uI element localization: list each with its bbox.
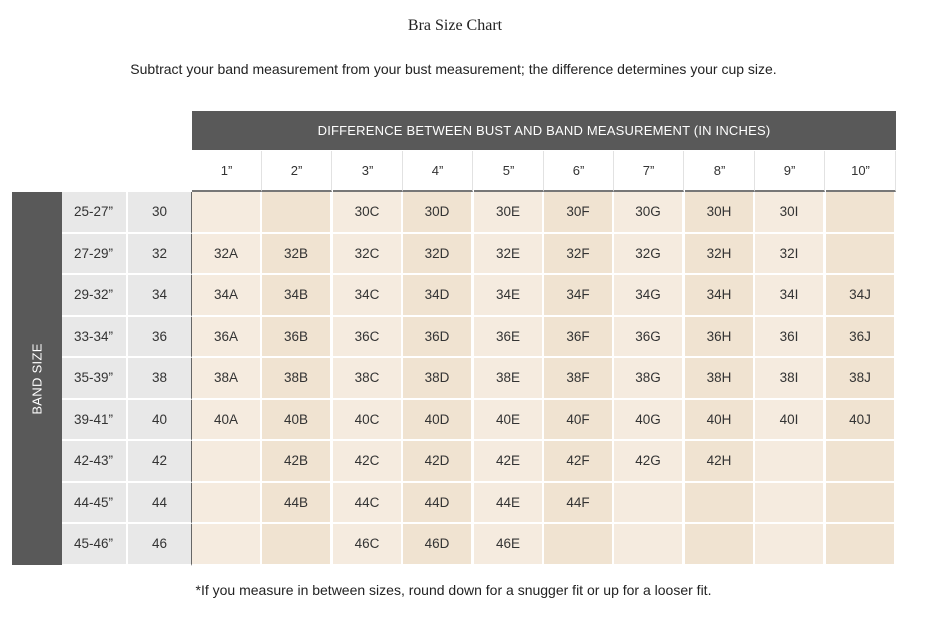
band-measurement-range: 27-29” bbox=[62, 234, 126, 276]
size-cell: 30D bbox=[403, 192, 473, 234]
size-cell: 36G bbox=[614, 317, 684, 359]
size-cell: 32E bbox=[474, 234, 544, 276]
size-cell: 40F bbox=[544, 400, 614, 442]
size-cell: 40D bbox=[403, 400, 473, 442]
size-cell: 38J bbox=[826, 358, 896, 400]
size-cell bbox=[544, 524, 614, 566]
size-cell: 44C bbox=[333, 483, 403, 525]
size-cell bbox=[826, 192, 896, 234]
size-cell: 38I bbox=[755, 358, 825, 400]
size-cell: 32G bbox=[614, 234, 684, 276]
band-size: 38 bbox=[126, 358, 192, 400]
size-cell bbox=[685, 524, 755, 566]
size-cell: 44F bbox=[544, 483, 614, 525]
column-header: 5” bbox=[474, 151, 544, 192]
size-cell: 34A bbox=[192, 275, 262, 317]
size-cell: 32D bbox=[403, 234, 473, 276]
size-cell bbox=[262, 524, 332, 566]
size-cell: 42H bbox=[685, 441, 755, 483]
size-cell: 34H bbox=[685, 275, 755, 317]
size-cell: 40B bbox=[262, 400, 332, 442]
size-cell: 44D bbox=[403, 483, 473, 525]
column-header: 1” bbox=[192, 151, 262, 192]
size-cell: 34F bbox=[544, 275, 614, 317]
size-cell: 32A bbox=[192, 234, 262, 276]
column-header: 4” bbox=[403, 151, 473, 192]
size-cell: 30C bbox=[333, 192, 403, 234]
size-cell: 42F bbox=[544, 441, 614, 483]
size-cell: 32B bbox=[262, 234, 332, 276]
size-cell: 36J bbox=[826, 317, 896, 359]
size-cell: 42B bbox=[262, 441, 332, 483]
size-cell: 34E bbox=[474, 275, 544, 317]
size-cell bbox=[614, 483, 684, 525]
size-cell: 32F bbox=[544, 234, 614, 276]
band-size: 34 bbox=[126, 275, 192, 317]
size-cell: 30G bbox=[614, 192, 684, 234]
size-cell: 36I bbox=[755, 317, 825, 359]
band-size-label: BAND SIZE bbox=[29, 342, 45, 415]
band-measurement-range: 39-41” bbox=[62, 400, 126, 442]
size-cell: 36H bbox=[685, 317, 755, 359]
band-size: 44 bbox=[126, 483, 192, 525]
size-cell bbox=[192, 192, 262, 234]
size-cell: 32I bbox=[755, 234, 825, 276]
size-cell: 40E bbox=[474, 400, 544, 442]
size-cell: 46C bbox=[333, 524, 403, 566]
size-cell bbox=[192, 483, 262, 525]
size-cell: 42C bbox=[333, 441, 403, 483]
size-cell bbox=[755, 524, 825, 566]
size-cell: 32H bbox=[685, 234, 755, 276]
size-cell bbox=[614, 524, 684, 566]
size-cell: 38C bbox=[333, 358, 403, 400]
size-cell bbox=[826, 234, 896, 276]
size-cell bbox=[192, 441, 262, 483]
band-measurement-range: 35-39” bbox=[62, 358, 126, 400]
size-cell: 40H bbox=[685, 400, 755, 442]
column-header: 3” bbox=[333, 151, 403, 192]
size-cell: 34C bbox=[333, 275, 403, 317]
size-cell bbox=[755, 483, 825, 525]
size-cell: 34I bbox=[755, 275, 825, 317]
size-cell: 34D bbox=[403, 275, 473, 317]
size-cell: 40J bbox=[826, 400, 896, 442]
size-cell bbox=[826, 483, 896, 525]
size-cell: 38H bbox=[685, 358, 755, 400]
column-header: 8” bbox=[685, 151, 755, 192]
size-cell: 42G bbox=[614, 441, 684, 483]
band-size: 36 bbox=[126, 317, 192, 359]
size-cell: 30H bbox=[685, 192, 755, 234]
difference-header: DIFFERENCE BETWEEN BUST AND BAND MEASUREMENT (IN INCHES) bbox=[192, 111, 896, 150]
size-cell bbox=[262, 192, 332, 234]
size-cell: 36E bbox=[474, 317, 544, 359]
size-cell: 38D bbox=[403, 358, 473, 400]
size-cell: 32C bbox=[333, 234, 403, 276]
column-header: 9” bbox=[755, 151, 825, 192]
size-cell bbox=[826, 524, 896, 566]
page-title: Bra Size Chart bbox=[407, 17, 503, 34]
band-measurement-range: 33-34” bbox=[62, 317, 126, 359]
size-cell: 44B bbox=[262, 483, 332, 525]
size-cell: 42D bbox=[403, 441, 473, 483]
size-cell: 40G bbox=[614, 400, 684, 442]
size-cell: 36D bbox=[403, 317, 473, 359]
band-size: 42 bbox=[126, 441, 192, 483]
size-cell: 44E bbox=[474, 483, 544, 525]
size-cell: 40I bbox=[755, 400, 825, 442]
column-header: 10” bbox=[826, 151, 896, 192]
size-cell: 36B bbox=[262, 317, 332, 359]
band-size-side-panel bbox=[12, 192, 62, 565]
size-cell: 38E bbox=[474, 358, 544, 400]
band-size: 46 bbox=[126, 524, 192, 566]
size-cell: 38B bbox=[262, 358, 332, 400]
size-cell: 30I bbox=[755, 192, 825, 234]
footnote: *If you measure in between sizes, round down for a snugger fit or up for a looser fit. bbox=[195, 582, 712, 598]
band-measurement-range: 45-46” bbox=[62, 524, 126, 566]
size-cell: 40A bbox=[192, 400, 262, 442]
size-cell: 42E bbox=[474, 441, 544, 483]
size-cell: 30F bbox=[544, 192, 614, 234]
size-cell: 38A bbox=[192, 358, 262, 400]
size-cell: 36C bbox=[333, 317, 403, 359]
instructions-text: Subtract your band measurement from your bust measurement; the difference determines your cup size. bbox=[130, 61, 777, 77]
size-cell: 36A bbox=[192, 317, 262, 359]
size-cell: 46E bbox=[474, 524, 544, 566]
band-measurement-range: 42-43” bbox=[62, 441, 126, 483]
size-cell: 34J bbox=[826, 275, 896, 317]
band-measurement-range: 25-27” bbox=[62, 192, 126, 234]
size-cell bbox=[192, 524, 262, 566]
band-size: 30 bbox=[126, 192, 192, 234]
size-cell: 36F bbox=[544, 317, 614, 359]
size-cell: 34G bbox=[614, 275, 684, 317]
band-size: 40 bbox=[126, 400, 192, 442]
size-cell: 30E bbox=[474, 192, 544, 234]
column-header: 7” bbox=[614, 151, 684, 192]
column-header: 2” bbox=[262, 151, 332, 192]
size-cell: 46D bbox=[403, 524, 473, 566]
size-cell: 40C bbox=[333, 400, 403, 442]
band-measurement-range: 44-45” bbox=[62, 483, 126, 525]
size-cell: 38G bbox=[614, 358, 684, 400]
size-cell: 38F bbox=[544, 358, 614, 400]
size-cell: 34B bbox=[262, 275, 332, 317]
band-size: 32 bbox=[126, 234, 192, 276]
size-cell bbox=[826, 441, 896, 483]
size-cell bbox=[685, 483, 755, 525]
column-header: 6” bbox=[544, 151, 614, 192]
band-measurement-range: 29-32” bbox=[62, 275, 126, 317]
size-cell bbox=[755, 441, 825, 483]
